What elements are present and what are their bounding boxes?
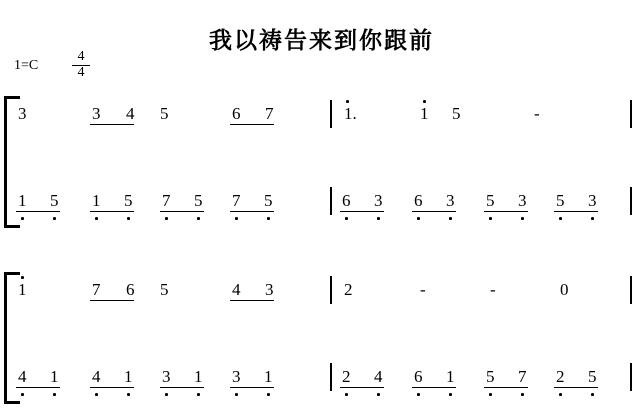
note: 3 bbox=[374, 191, 383, 210]
note: 4 bbox=[18, 367, 27, 386]
note: 6 bbox=[126, 280, 135, 299]
barline bbox=[630, 187, 632, 215]
note: 1 bbox=[18, 191, 27, 210]
octave-dot-low bbox=[235, 217, 238, 220]
barline bbox=[630, 100, 632, 128]
octave-dot-low bbox=[21, 393, 24, 396]
octave-dot-low bbox=[165, 217, 168, 220]
octave-dot-low bbox=[489, 217, 492, 220]
note: 5 bbox=[486, 367, 495, 386]
beam bbox=[90, 124, 134, 125]
octave-dot-low bbox=[235, 393, 238, 396]
beam bbox=[412, 211, 456, 212]
octave-dot-low bbox=[21, 217, 24, 220]
note: 6 bbox=[232, 104, 241, 123]
octave-dot-low bbox=[267, 393, 270, 396]
octave-dot-low bbox=[267, 217, 270, 220]
beam bbox=[90, 387, 134, 388]
melody-row-1 bbox=[0, 103, 643, 137]
note: 5 bbox=[588, 367, 597, 386]
duration-dash: - bbox=[490, 280, 496, 299]
note: 5 bbox=[452, 104, 461, 123]
note: 7 bbox=[265, 104, 274, 123]
note: 5 bbox=[264, 191, 273, 210]
beam bbox=[90, 211, 134, 212]
octave-dot-high bbox=[21, 276, 24, 279]
octave-dot-low bbox=[377, 217, 380, 220]
time-signature-numerator: 4 bbox=[72, 50, 90, 66]
beam bbox=[16, 387, 60, 388]
note: 1 bbox=[50, 367, 59, 386]
note: 3 bbox=[588, 191, 597, 210]
note: 4 bbox=[374, 367, 383, 386]
octave-dot-low bbox=[197, 393, 200, 396]
octave-dot-low bbox=[521, 217, 524, 220]
note: 4 bbox=[126, 104, 135, 123]
octave-dot-low bbox=[559, 393, 562, 396]
octave-dot-low bbox=[417, 393, 420, 396]
note: 2 bbox=[342, 367, 351, 386]
octave-dot-low bbox=[489, 393, 492, 396]
bass-row-2 bbox=[0, 366, 643, 400]
beam bbox=[340, 211, 384, 212]
barline bbox=[330, 363, 332, 391]
octave-dot-low bbox=[53, 217, 56, 220]
note: 5 bbox=[160, 280, 169, 299]
note: 5 bbox=[160, 104, 169, 123]
octave-dot-low bbox=[197, 217, 200, 220]
note: 7 bbox=[92, 280, 101, 299]
note: 1 bbox=[92, 191, 101, 210]
beam bbox=[554, 211, 598, 212]
octave-dot-low bbox=[53, 393, 56, 396]
octave-dot-high bbox=[346, 100, 349, 103]
note: 5 bbox=[124, 191, 133, 210]
note: 7 bbox=[518, 367, 527, 386]
note: 3 bbox=[92, 104, 101, 123]
octave-dot-low bbox=[345, 217, 348, 220]
octave-dot-low bbox=[559, 217, 562, 220]
note: 1. bbox=[344, 104, 357, 123]
octave-dot-low bbox=[127, 393, 130, 396]
melody-row-2 bbox=[0, 279, 643, 313]
beam bbox=[554, 387, 598, 388]
note: 7 bbox=[162, 191, 171, 210]
octave-dot-low bbox=[345, 393, 348, 396]
note: 1 bbox=[124, 367, 133, 386]
note: 3 bbox=[232, 367, 241, 386]
beam bbox=[230, 387, 274, 388]
beam bbox=[484, 387, 528, 388]
barline bbox=[630, 276, 632, 304]
octave-dot-low bbox=[591, 393, 594, 396]
beam bbox=[160, 387, 204, 388]
time-signature bbox=[72, 50, 90, 80]
note: 3 bbox=[18, 104, 27, 123]
barline bbox=[330, 187, 332, 215]
key-signature: 1=C bbox=[14, 58, 39, 73]
duration-dash: - bbox=[534, 104, 540, 123]
note: 5 bbox=[194, 191, 203, 210]
note: 1 bbox=[194, 367, 203, 386]
note: 2 bbox=[556, 367, 565, 386]
rest: 0 bbox=[560, 280, 569, 299]
note: 5 bbox=[50, 191, 59, 210]
bass-row-1 bbox=[0, 190, 643, 224]
note: 1 bbox=[446, 367, 455, 386]
note: 7 bbox=[232, 191, 241, 210]
barline bbox=[630, 363, 632, 391]
octave-dot-high bbox=[423, 100, 426, 103]
note: 6 bbox=[414, 367, 423, 386]
octave-dot-low bbox=[591, 217, 594, 220]
octave-dot-low bbox=[449, 393, 452, 396]
note: 4 bbox=[232, 280, 241, 299]
beam bbox=[90, 300, 134, 301]
time-signature-denominator: 4 bbox=[77, 64, 85, 80]
octave-dot-low bbox=[127, 217, 130, 220]
note: 3 bbox=[446, 191, 455, 210]
note: 1 bbox=[264, 367, 273, 386]
octave-dot-low bbox=[95, 393, 98, 396]
beam bbox=[412, 387, 456, 388]
beam bbox=[340, 387, 384, 388]
note: 5 bbox=[556, 191, 565, 210]
beam bbox=[230, 300, 274, 301]
note: 6 bbox=[414, 191, 423, 210]
note: 4 bbox=[92, 367, 101, 386]
octave-dot-low bbox=[165, 393, 168, 396]
note: 3 bbox=[265, 280, 274, 299]
note: 3 bbox=[518, 191, 527, 210]
note: 5 bbox=[486, 191, 495, 210]
beam bbox=[484, 211, 528, 212]
octave-dot-low bbox=[449, 217, 452, 220]
octave-dot-low bbox=[521, 393, 524, 396]
barline bbox=[330, 276, 332, 304]
note: 1 bbox=[18, 280, 27, 299]
note: 2 bbox=[344, 280, 353, 299]
beam bbox=[16, 211, 60, 212]
octave-dot-low bbox=[95, 217, 98, 220]
octave-dot-low bbox=[417, 217, 420, 220]
barline bbox=[330, 100, 332, 128]
beam bbox=[160, 211, 204, 212]
page-title: 我以祷告来到你跟前 bbox=[209, 27, 434, 54]
note: 3 bbox=[162, 367, 171, 386]
note: 6 bbox=[342, 191, 351, 210]
note: 1 bbox=[420, 104, 429, 123]
beam bbox=[230, 211, 274, 212]
duration-dash: - bbox=[420, 280, 426, 299]
beam bbox=[230, 124, 274, 125]
octave-dot-low bbox=[377, 393, 380, 396]
